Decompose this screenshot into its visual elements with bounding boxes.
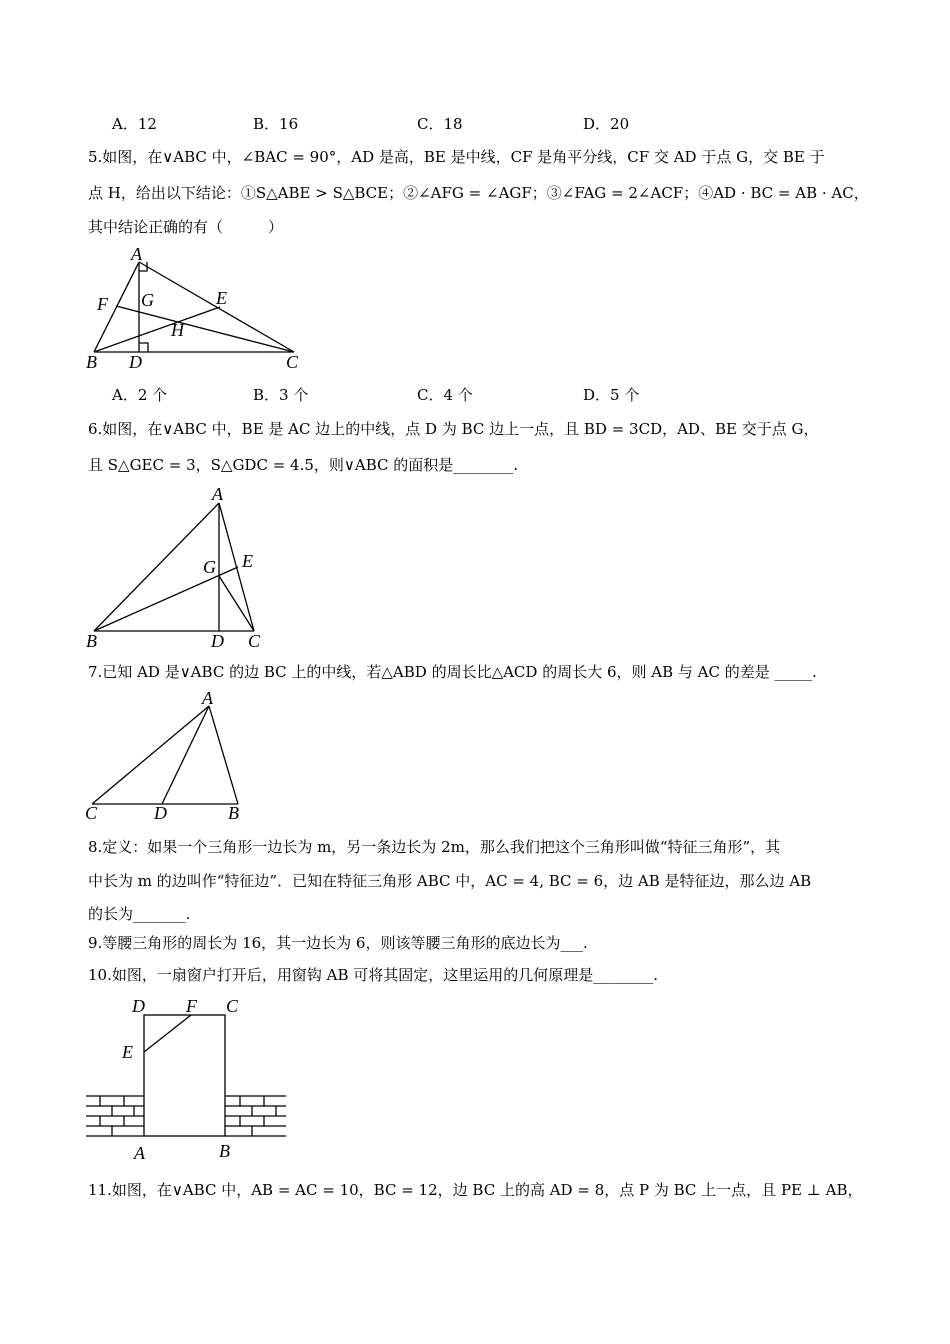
q10-label-e: E [122,1042,133,1062]
q7-label-a: A [202,688,213,708]
q7-label-c: C [85,803,98,823]
q4-option-c: C．18 [417,115,463,133]
q4-option-b: B．16 [253,115,299,133]
q6-figure [80,484,280,650]
q10-figure [80,990,300,1166]
q6-label-g: G [203,557,216,577]
q11-text-line1: 11.如图，在∨ABC 中，AB = AC = 10，BC = 12，边 BC 上的高 AD = 8，点 P 为 BC 上一点，且 PE ⊥ AB， [88,1181,863,1199]
q5-figure [80,244,320,376]
q5-label-e: E [216,288,227,308]
q7-figure [80,688,260,824]
q5-label-d: D [129,352,142,372]
q6-text-line1: 6.如图，在∨ABC 中，BE 是 AC 边上的中线，点 D 为 BC 边上一点，且 BD = 3CD，AD、BE 交于点 G， [88,420,819,438]
q5-option-d: D．5 个 [583,386,640,404]
q5-option-b: B．3 个 [253,386,309,404]
q7-text-line1: 7.已知 AD 是∨ABC 的边 BC 上的中线，若△ABD 的周长比△ACD 的周长大 6，则 AB 与 AC 的差是 _____. [88,663,817,681]
q10-text-line1: 10.如图，一扇窗户打开后，用窗钩 AB 可将其固定，这里运用的几何原理是________. [88,966,659,984]
q5-label-a: A [131,244,142,264]
q5-option-a: A．2 个 [112,386,168,404]
q6-label-a: A [212,484,223,504]
q6-label-d: D [211,631,224,650]
q10-label-b: B [219,1141,230,1161]
q4-option-a: A．12 [112,115,157,133]
q6-label-e: E [242,551,253,571]
q10-label-d: D [132,996,145,1016]
q5-text-line1: 5.如图，在∨ABC 中，∠BAC = 90°，AD 是高，BE 是中线，CF 是角平分线，CF 交 AD 于点 G，交 BE 于 [88,148,825,166]
q4-option-d: D．20 [583,115,630,133]
q8-text-line3: 的长为_______. [88,905,191,923]
q5-text-line2: 点 H，给出以下结论：①S△ABE > S△BCE；②∠AFG = ∠AGF；③∠FAG = 2∠ACF；④AD · BC = AB · AC， [88,184,869,202]
q8-text-line1: 8.定义：如果一个三角形一边长为 m，另一条边长为 2m，那么我们把这个三角形叫做“特征三角形”，其 [88,838,781,856]
q5-label-c: C [286,352,299,372]
q7-label-b: B [228,803,239,823]
q10-label-c: C [226,996,239,1016]
q7-label-d: D [154,803,167,823]
q6-label-c: C [248,631,261,650]
q9-text-line1: 9.等腰三角形的周长为 16，其一边长为 6，则该等腰三角形的底边长为___. [88,934,588,952]
q6-label-b: B [86,631,97,650]
q10-label-a: A [134,1143,145,1163]
q5-option-c: C．4 个 [417,386,473,404]
q5-label-b: B [86,352,97,372]
q6-text-line2: 且 S△GEC = 3，S△GDC = 4.5，则∨ABC 的面积是________. [88,456,519,474]
q5-label-g: G [141,290,154,310]
q5-label-f: F [97,294,108,314]
q5-text-line3: 其中结论正确的有（ ） [88,218,284,236]
q5-label-h: H [171,320,184,340]
q10-label-f: F [186,996,197,1016]
q8-text-line2: 中长为 m 的边叫作“特征边”．已知在特征三角形 ABC 中，AC = 4, BC = 6，边 AB 是特征边，那么边 AB [88,872,812,890]
